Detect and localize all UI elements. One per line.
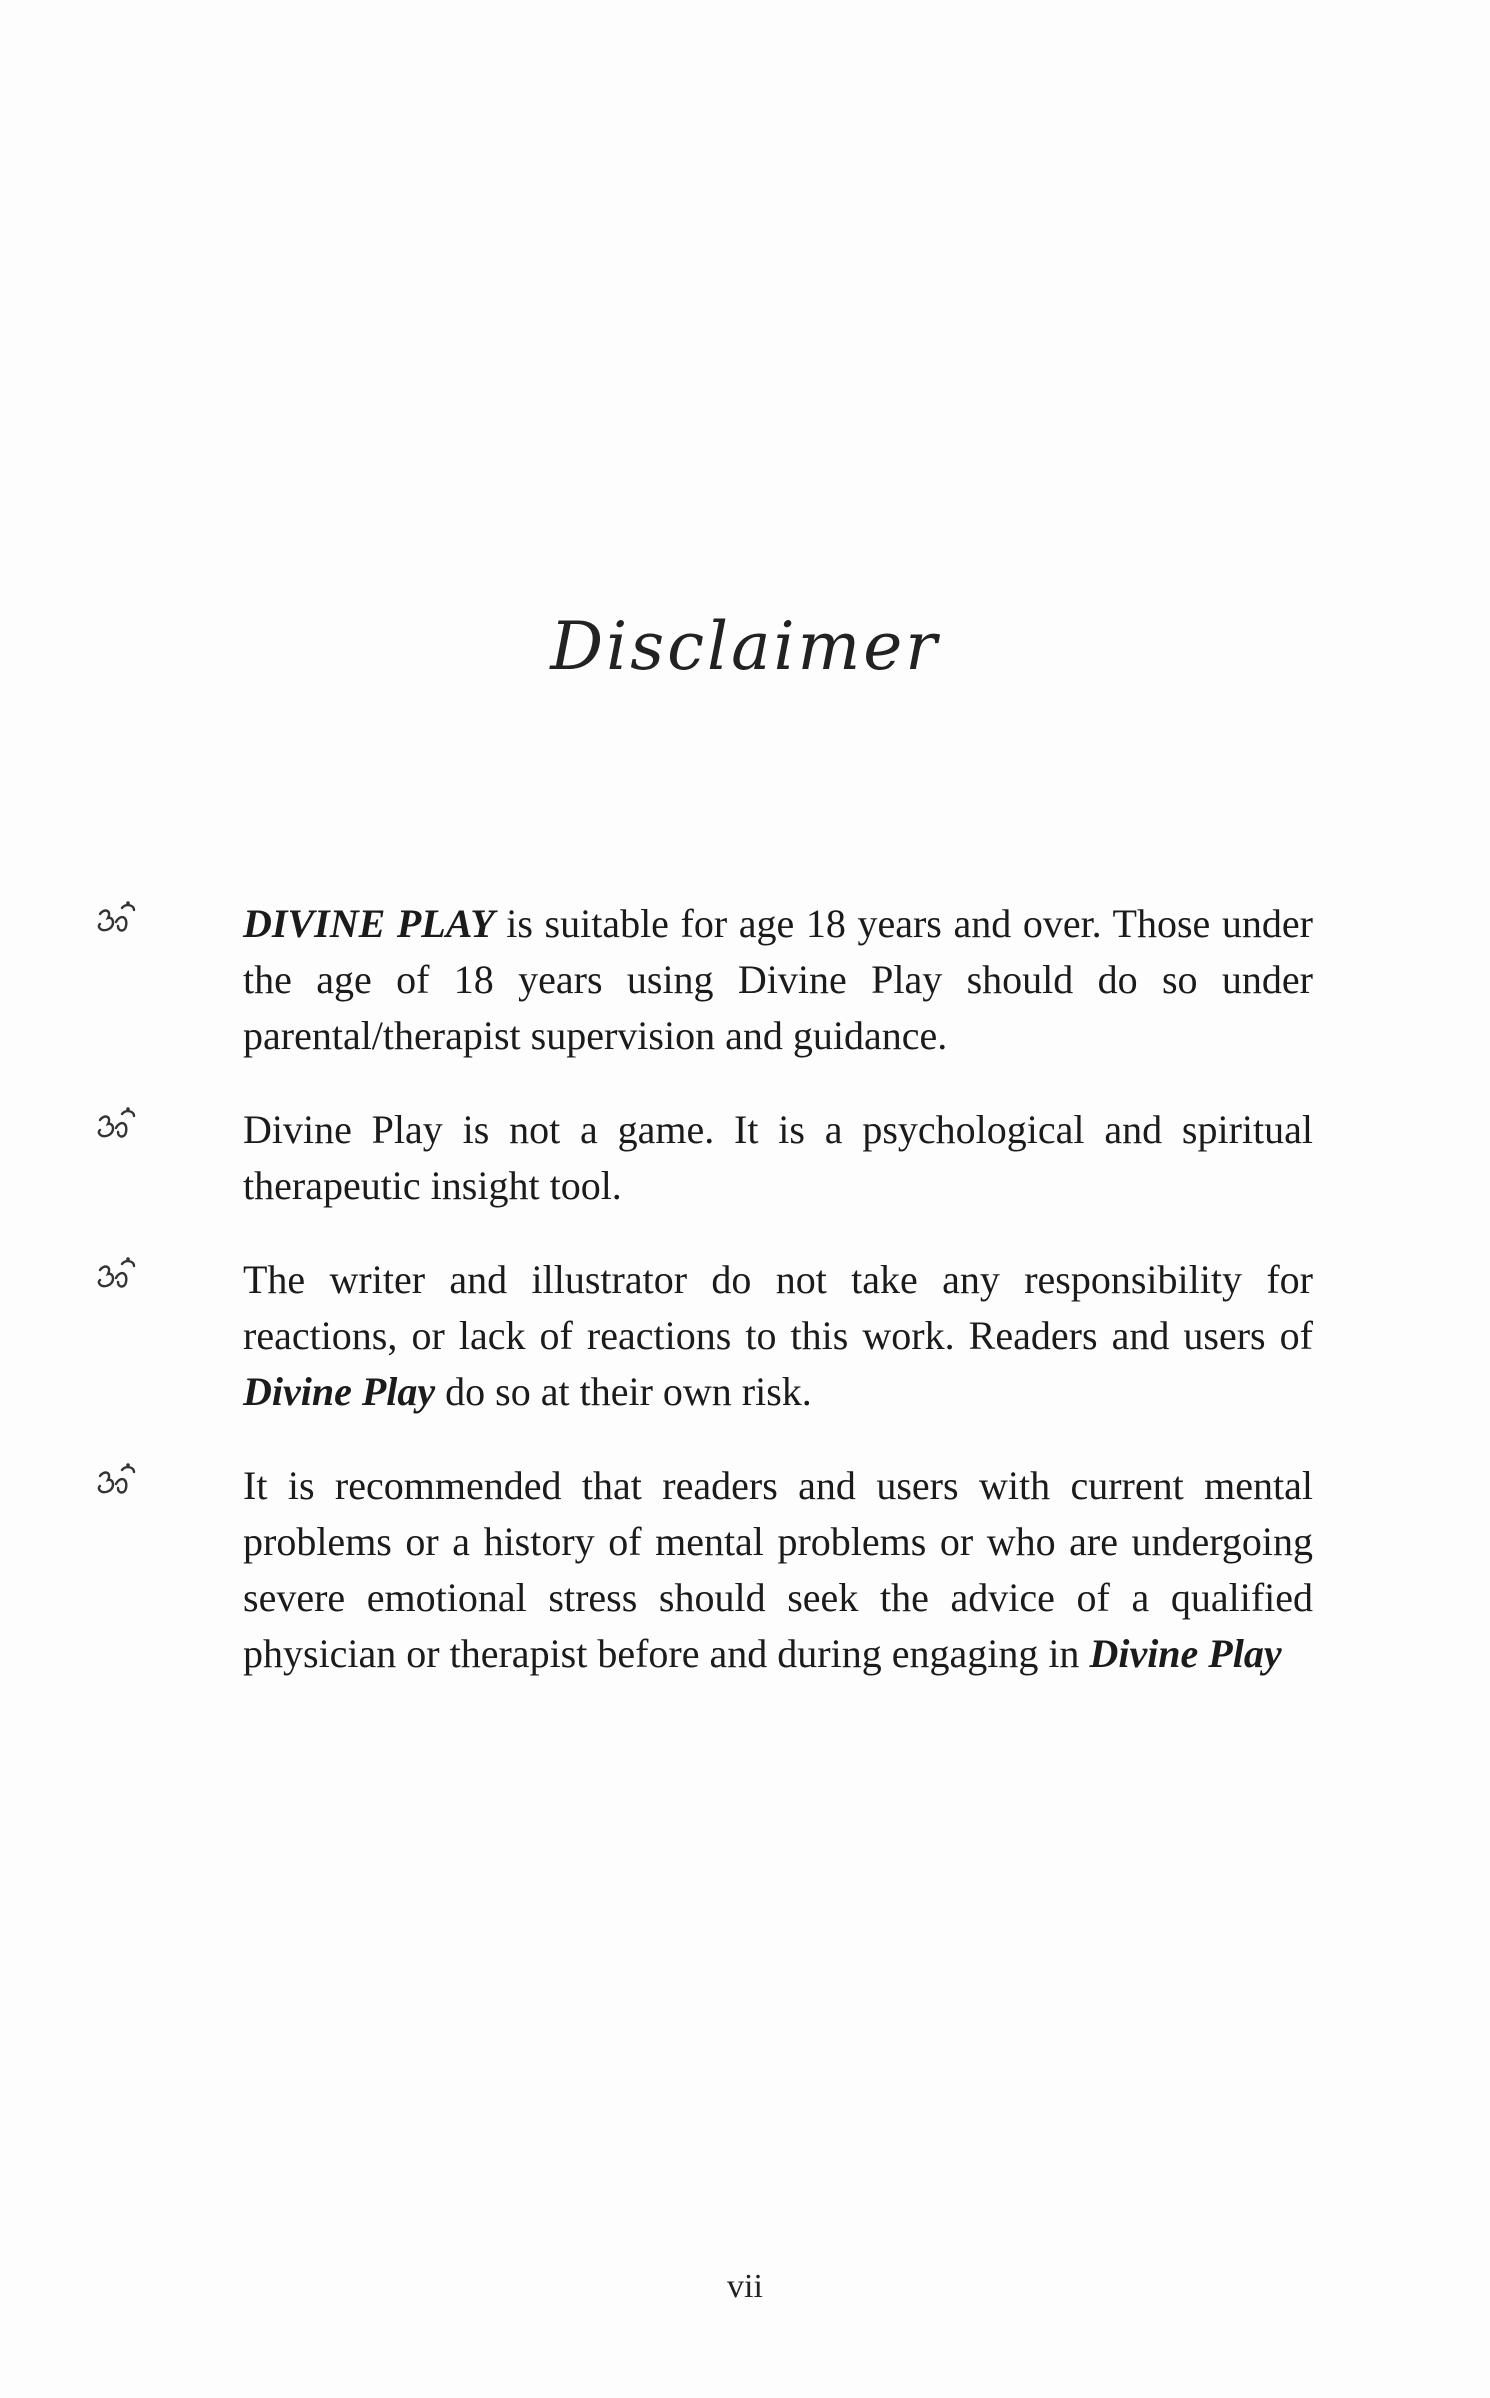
- item-text: It is recommended that readers and users with current mental problems or a history of mental problems or who are undergoing severe emotional stress should seek the advice of a qualified physician or therapist before and during engaging in: [243, 1463, 1313, 1676]
- page-number: vii: [727, 2268, 763, 2305]
- om-icon: [94, 1106, 138, 1146]
- item-text: The writer and illustrator do not take any responsibility for reactions, or lack of reactions to this work. Readers and users of: [243, 1257, 1313, 1358]
- disclaimer-list: [0, 896, 1490, 1720]
- om-icon: [94, 900, 138, 940]
- disclaimer-item: [0, 1458, 1490, 1682]
- emphasis-divine-play: Divine Play: [1089, 1631, 1282, 1676]
- emphasis-divine-play-caps: DIVINE PLAY: [243, 901, 495, 946]
- page-title: Disclaimer: [550, 608, 940, 685]
- item-text: Divine Play is not a game. It is a psychological and spiritual therapeutic insight tool.: [243, 1107, 1313, 1208]
- item-text: is suitable for age 18 years and over. Those under the age of 18 years using Divine Play should do so under parental/therapist supervision and guidance.: [243, 901, 1313, 1058]
- disclaimer-item: [0, 1252, 1490, 1420]
- emphasis-divine-play: Divine Play: [243, 1369, 436, 1414]
- item-text: do so at their own risk.: [435, 1369, 812, 1414]
- disclaimer-item: [0, 896, 1490, 1064]
- om-icon: [94, 1256, 138, 1296]
- om-icon: [94, 1462, 138, 1502]
- disclaimer-item: [0, 1102, 1490, 1214]
